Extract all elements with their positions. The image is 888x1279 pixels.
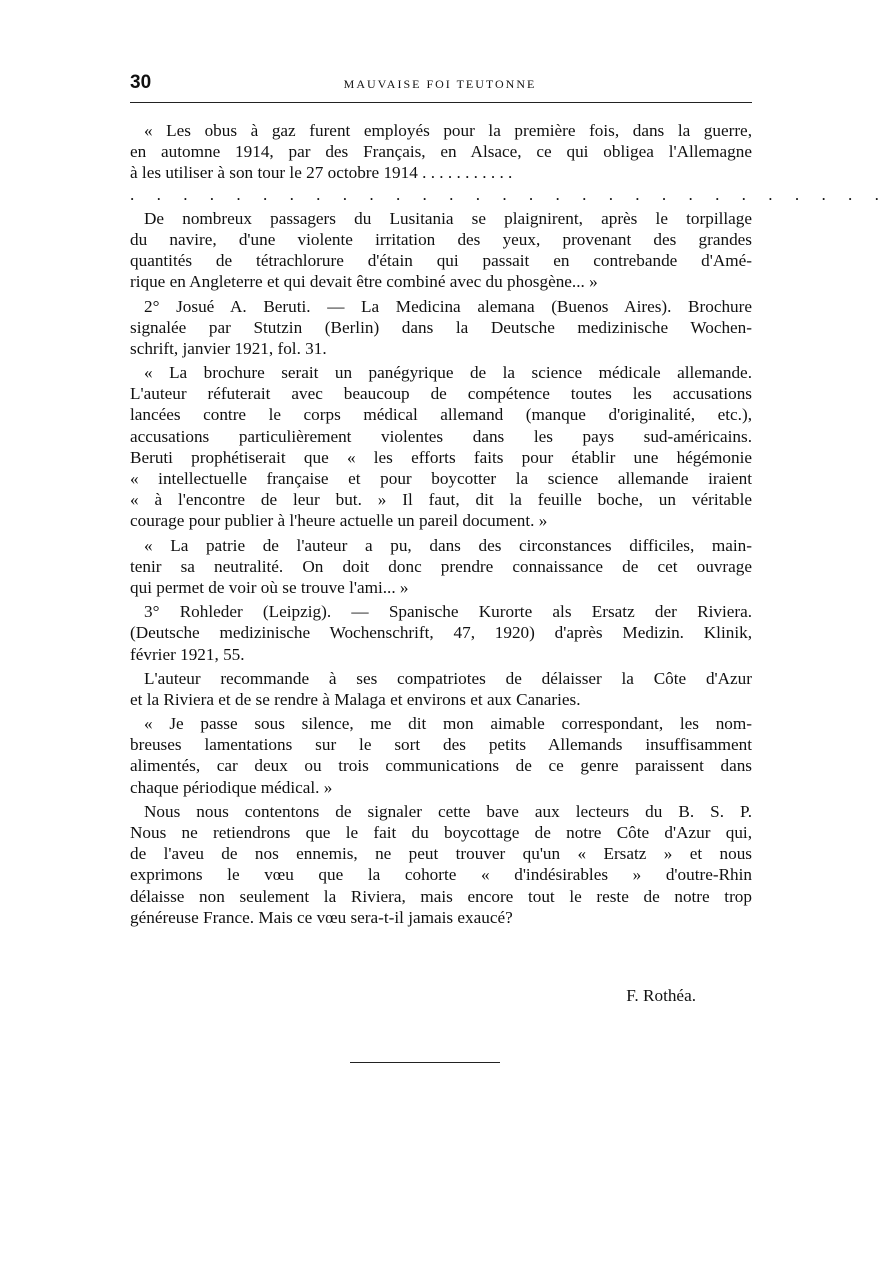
text-line: généreuse France. Mais ce vœu sera-t-il jamais exaucé? <box>130 907 513 927</box>
text-line: quantités de tétrachlorure d'étain qui passait en contrebande d'Amé- <box>130 251 752 271</box>
text-line: délaisse non seulement la Riviera, mais encore tout le reste de notre trop <box>130 886 752 906</box>
text-line: alimentés, car deux ou trois communications de ce genre paraissent dans <box>130 756 752 776</box>
text-line: et la Riviera et de se rendre à Malaga et environs et aux Canaries. <box>130 689 581 709</box>
text-line: à les utiliser à son tour le 27 octobre 1914 . . . . . . . . . . . <box>130 163 513 183</box>
text-line: Nous nous contentons de signaler cette bave aux lecteurs du B. S. P. <box>144 801 752 821</box>
text-line: « à l'encontre de leur but. » Il faut, dit la feuille boche, un véritable <box>130 490 752 510</box>
text-line: Nous ne retiendrons que le fait du boycottage de notre Côte d'Azur qui, <box>130 823 752 842</box>
text-line: « intellectuelle française et pour boycotter la science allemande iraient <box>130 469 752 488</box>
text-line: « La brochure serait un panégyrique de la science médicale allemande. <box>144 363 752 383</box>
text-line: accusations particulièrement violentes dans les pays sud-américains. <box>130 426 752 446</box>
text-line: (Deutsche medizinische Wochenschrift, 47, 1920) d'après Medizin. Klinik, <box>130 623 752 643</box>
text-line: breuses lamentations sur le sort des petits Allemands insuffisamment <box>130 735 752 755</box>
text-line: exprimons le vœu que la cohorte « d'indésirables » d'outre-Rhin <box>130 865 752 885</box>
running-header <box>130 72 750 98</box>
text-line: 3° Rohleder (Leipzig). — Spanische Kurorte als Ersatz der Riviera. <box>144 602 752 622</box>
end-rule <box>350 1062 500 1063</box>
text-line: Beruti prophétiserait que « les efforts faits pour établir une hégémonie <box>130 447 752 467</box>
text-line: février 1921, 55. <box>130 644 245 664</box>
text-line: tenir sa neutralité. On doit donc prendre connaissance de cet ouvrage <box>130 556 752 576</box>
text-line: L'auteur recommande à ses compatriotes de délaisser la Côte d'Azur <box>144 668 752 688</box>
text-line: « La patrie de l'auteur a pu, dans des circonstances difficiles, main- <box>144 535 752 555</box>
body-text <box>130 120 888 928</box>
text-line: . . . . . . . . . . . . . . . . . . . . . . . . . . . . . <box>130 184 888 204</box>
text-line: qui permet de voir où se trouve l'ami... » <box>130 577 409 597</box>
author-signature: F. Rothéa. <box>626 986 696 1005</box>
text-line: de l'aveu de nos ennemis, ne peut trouver qu'un « Ersatz » et nous <box>130 844 752 864</box>
text-line: courage pour publier à l'heure actuelle un pareil document. » <box>130 511 548 531</box>
header-rule <box>130 102 752 103</box>
running-title: MAUVAISE FOI TEUTONNE <box>343 77 537 91</box>
text-line: L'auteur réfuterait avec beaucoup de compétence toutes les accusations <box>130 384 752 404</box>
text-line: lancées contre le corps médical allemand (manque d'originalité, etc.), <box>130 405 752 425</box>
text-line: « Je passe sous silence, me dit mon aimable correspondant, les nom- <box>144 714 752 734</box>
text-line: chaque périodique médical. » <box>130 777 333 797</box>
text-line: 2° Josué A. Beruti. — La Medicina alemana (Buenos Aires). Brochure <box>144 296 752 316</box>
text-line: « Les obus à gaz furent employés pour la première fois, dans la guerre, <box>144 121 752 140</box>
text-line: du navire, d'une violente irritation des yeux, provenant des grandes <box>130 229 752 249</box>
text-line: rique en Angleterre et qui devait être combiné avec du phosgène... » <box>130 272 598 292</box>
text-line: signalée par Stutzin (Berlin) dans la Deutsche medizinische Wochen- <box>130 317 752 337</box>
text-line: De nombreux passagers du Lusitania se plaignirent, après le torpillage <box>144 208 752 228</box>
text-line: en automne 1914, par des Français, en Alsace, ce qui obligea l'Allemagne <box>130 142 752 162</box>
text-line: schrift, janvier 1921, fol. 31. <box>130 338 327 358</box>
page-number: 30 <box>130 72 152 93</box>
